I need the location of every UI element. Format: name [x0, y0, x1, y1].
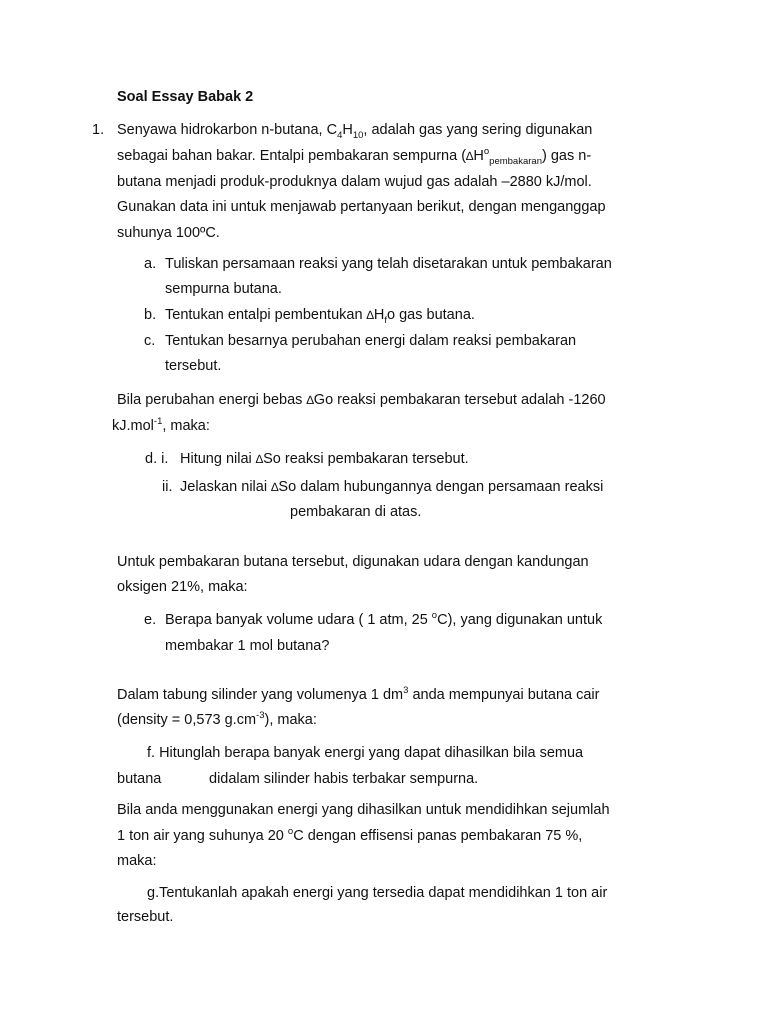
item-label: ii. [162, 479, 173, 495]
item-label: e. [144, 612, 157, 628]
item-text-line: butana [117, 771, 162, 787]
item-text-line: membakar 1 mol butana? [165, 638, 330, 654]
item-text-line: Tentukan besarnya perubahan energi dalam reaksi pembakaran [165, 333, 577, 349]
item-label: c. [144, 333, 156, 349]
item-text-line: f. Hitunglah berapa banyak energi yang dapat dihasilkan bila semua [147, 745, 584, 761]
item-text-line: didalam silinder habis terbakar sempurna. [209, 771, 479, 787]
question-text-line: suhunya 100ºC. [117, 225, 220, 241]
item-label: a. [144, 256, 157, 272]
paragraph-line: Bila perubahan energi bebas ∆Go reaksi pembakaran tersebut adalah -1260 [117, 392, 606, 408]
item-text-line: Jelaskan nilai ∆So dalam hubungannya dengan persamaan reaksi [180, 479, 604, 495]
question-text-line: Gunakan data ini untuk menjawab pertanyaan berikut, dengan menganggap [117, 199, 606, 215]
paragraph-line: Bila anda menggunakan energi yang dihasilkan untuk mendidihkan sejumlah [117, 802, 610, 818]
question-text-line: sebagai bahan bakar. Entalpi pembakaran sempurna $(\Delta H^o_{pembakaran})$ gas n- [117, 146, 592, 167]
paragraph-line: 1 ton air yang suhunya 20 $^o$C dengan effisensi panas pembakaran 75 %, [117, 826, 583, 844]
item-text-line: Tentukan entalpi pembentukan $\Delta H_fo$ gas butana. [165, 307, 475, 326]
paragraph-line: Untuk pembakaran butana tersebut, digunakan udara dengan kandungan [117, 554, 589, 570]
item-text-line: g.Tentukanlah apakah energi yang tersedia dapat mendidihkan 1 ton air [147, 885, 608, 901]
paragraph-line: maka: [117, 853, 157, 869]
question-text-line: Senyawa hidrokarbon n-butana, $C_4H_{10}$, adalah gas yang sering digunakan [117, 122, 593, 141]
item-label: b. [144, 307, 157, 323]
item-label: d. i. [145, 451, 169, 467]
question-text-line: butana menjadi produk-produknya dalam wujud gas adalah –2880 kJ/mol. [117, 174, 592, 190]
item-text-line: tersebut. [117, 909, 174, 925]
item-text-line: Hitung nilai ∆So reaksi pembakaran tersebut. [180, 451, 469, 467]
item-text-line: Berapa banyak volume udara ( 1 atm, 25 $^o$C), yang digunakan untuk [165, 610, 603, 628]
item-text-line: pembakaran di atas. [290, 504, 422, 520]
paragraph-line: (density = 0,573 $g.cm^{-3}$), maka: [117, 710, 317, 728]
paragraph-line: oksigen 21%, maka: [117, 579, 248, 595]
item-text-line: Tuliskan persamaan reaksi yang telah disetarakan untuk pembakaran [165, 256, 612, 272]
page-title: Soal Essay Babak 2 [117, 89, 254, 105]
item-text-line: sempurna butana. [165, 281, 282, 297]
paragraph-line: kJ.mol$^{-1}$, maka: [112, 416, 210, 434]
paragraph-line: Dalam tabung silinder yang volumenya 1 $dm^3$ anda mempunyai butana cair [117, 685, 600, 703]
item-text-line: tersebut. [165, 358, 222, 374]
question-number: 1. [92, 122, 105, 138]
